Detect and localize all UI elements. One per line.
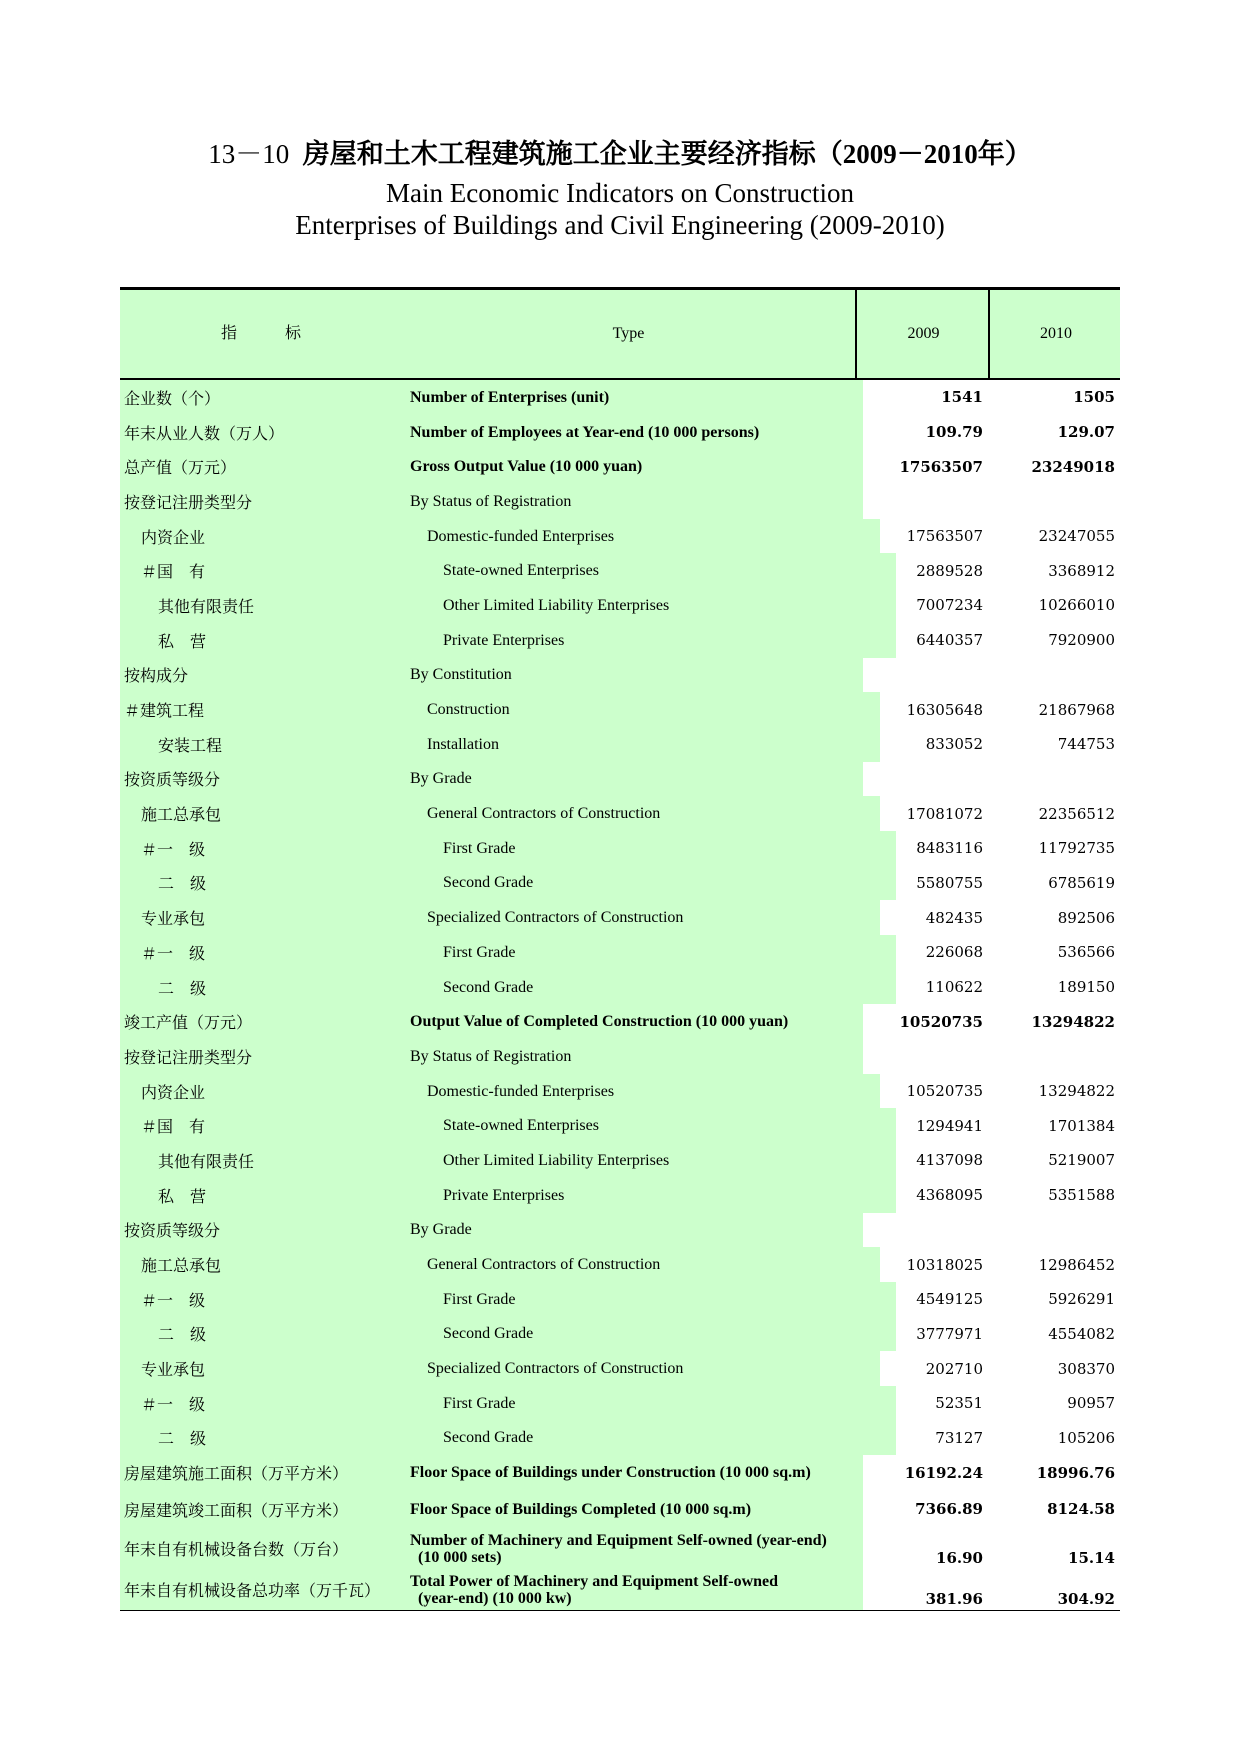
indicator-en: [402, 1386, 896, 1421]
page-title-cn: [0, 132, 1240, 171]
page-title-en-line1: Main Economic Indicators on Construction: [386, 178, 854, 208]
table-row: [120, 866, 1120, 901]
indicator-en: [402, 727, 880, 762]
value-2009: [855, 1039, 983, 1074]
indicator-en: [402, 553, 896, 588]
indicator-en: [402, 658, 863, 693]
table-row: [120, 380, 1120, 415]
indicator-en-text: Floor Space of Buildings Completed (10 000 sq.m): [410, 1500, 752, 1518]
indicator-en: [402, 762, 863, 797]
value-2009: 16192.24: [904, 1463, 983, 1482]
indicator-en-text: Specialized Contractors of Construction: [427, 909, 684, 927]
indicator-cn: 房屋建筑施工面积（万平方米）: [120, 1455, 406, 1490]
value-2010: 536566: [1057, 943, 1115, 962]
indicator-en: [402, 692, 880, 727]
value-2009: 52351: [935, 1394, 983, 1413]
indicator-en-text: By Status of Registration: [410, 492, 572, 510]
indicator-en-text: Private Enterprises: [443, 1186, 565, 1204]
table-row: [120, 1386, 1120, 1421]
indicator-en-text: By Constitution: [410, 666, 512, 684]
indicator-en-text: By Grade: [410, 1221, 472, 1239]
value-2009: 482435: [925, 908, 983, 927]
table-row: [120, 935, 1120, 970]
indicator-en: [402, 1351, 880, 1386]
indicator-en-text: Number of Enterprises (unit): [410, 388, 610, 406]
indicator-en-text: First Grade: [443, 1394, 516, 1412]
value-2010: 8124.58: [1047, 1500, 1115, 1518]
indicator-cn: 施工总承包: [120, 796, 423, 831]
indicator-cn: 其他有限责任: [120, 588, 440, 623]
indicator-en: [402, 588, 896, 623]
value-2010: 23249018: [1031, 457, 1115, 476]
value-2009: 5580755: [916, 873, 983, 892]
page-title-en-line2: Enterprises of Buildings and Civil Engineering (2009-2010): [295, 210, 945, 240]
value-2010: 90957: [1067, 1394, 1115, 1413]
indicator-en: [402, 1143, 896, 1178]
value-2010: [988, 658, 1115, 693]
indicator-en: [402, 1039, 863, 1074]
indicator-cn: 二 级: [120, 1317, 440, 1352]
indicator-cn: 总产值（万元）: [120, 449, 406, 484]
value-2009: 3777971: [916, 1324, 983, 1343]
table-row: [120, 1421, 1120, 1456]
value-2010: 308370: [1057, 1359, 1115, 1378]
indicator-en: [402, 380, 863, 415]
value-2010: 304.92: [1057, 1590, 1115, 1608]
indicator-cn: 房屋建筑竣工面积（万平方米）: [120, 1490, 406, 1528]
value-2010: 3368912: [1048, 561, 1115, 580]
indicator-en-text: Second Grade: [443, 874, 534, 892]
table-row: [120, 1143, 1120, 1178]
indicator-cn: 按登记注册类型分: [120, 1039, 406, 1074]
value-2009: 4368095: [916, 1186, 983, 1205]
indicator-en: [402, 415, 863, 450]
value-2009: 381.96: [925, 1590, 983, 1608]
indicator-cn: ＃一 级: [120, 1386, 423, 1421]
value-2010: 105206: [1057, 1428, 1115, 1447]
value-2010: 189150: [1057, 978, 1115, 997]
indicator-en-text: First Grade: [443, 943, 516, 961]
indicator-en: [402, 1074, 880, 1109]
value-2009: [855, 762, 983, 797]
table-number: 13－10: [208, 139, 290, 169]
indicator-en-text: Installation: [427, 735, 499, 753]
table-row: [120, 1074, 1120, 1109]
indicator-cn: 按构成分: [120, 658, 406, 693]
indicator-cn: 专业承包: [120, 900, 423, 935]
table-row: [120, 1351, 1120, 1386]
indicator-cn: ＃国 有: [120, 1108, 423, 1143]
value-2010: 22356512: [1038, 804, 1115, 823]
indicator-cn: 按登记注册类型分: [120, 484, 406, 519]
indicator-cn: 私 营: [120, 1178, 440, 1213]
value-2010: 23247055: [1038, 527, 1115, 546]
indicator-cn: 内资企业: [120, 519, 423, 554]
value-2009: 10318025: [906, 1255, 983, 1274]
indicator-en-text: Number of Machinery and Equipment Self-owned (year-end): [410, 1531, 827, 1549]
value-2009: [855, 658, 983, 693]
indicator-cn: 二 级: [120, 970, 440, 1005]
value-2009: 17081072: [906, 804, 983, 823]
header-indicator-cn: 指 标: [220, 325, 301, 342]
table-row: [120, 1455, 1120, 1490]
table-row: [120, 1213, 1120, 1248]
indicator-en-text: Gross Output Value (10 000 yuan): [410, 458, 643, 476]
value-2010: 21867968: [1038, 700, 1115, 719]
indicator-en-text: First Grade: [443, 839, 516, 857]
value-2010: 15.14: [1068, 1549, 1115, 1567]
value-2010: 5351588: [1048, 1186, 1115, 1205]
table-row: [120, 1004, 1120, 1039]
indicator-en: [402, 1282, 896, 1317]
value-2009: 7366.89: [915, 1500, 983, 1518]
table-bottom-rule: [120, 1610, 1120, 1611]
value-2009: 17563507: [899, 457, 983, 476]
header-2009: 2009: [855, 290, 990, 378]
indicator-cn: 企业数（个）: [120, 380, 406, 415]
value-2009: 7007234: [916, 596, 983, 615]
indicator-en-text: Domestic-funded Enterprises: [427, 1082, 615, 1100]
indicator-en: [402, 1004, 863, 1039]
value-2009: 1541: [941, 388, 983, 407]
indicator-en-text: Construction: [427, 701, 510, 719]
indicator-en: [402, 484, 863, 519]
value-2010: [988, 1213, 1115, 1248]
indicator-en: [402, 935, 896, 970]
indicator-en-text: Floor Space of Buildings under Construction (10 000 sq.m): [410, 1464, 811, 1482]
indicator-cn: 安装工程: [120, 727, 440, 762]
value-2009: 2889528: [916, 561, 983, 580]
indicator-cn: ＃一 级: [120, 935, 423, 970]
indicator-en: [402, 449, 863, 484]
table-row: [120, 1108, 1120, 1143]
value-2009: 16.90: [936, 1549, 983, 1567]
table-row: [120, 658, 1120, 693]
table-row: [120, 727, 1120, 762]
indicator-cn: ＃国 有: [120, 553, 423, 588]
value-2010: 1701384: [1048, 1116, 1115, 1135]
value-2010: [988, 1039, 1115, 1074]
table-body: [120, 380, 1120, 1610]
value-2009: 6440357: [916, 631, 983, 650]
value-2010: [988, 484, 1115, 519]
indicator-cn: 年末自有机械设备总功率（万千瓦）: [120, 1569, 406, 1610]
indicator-en: [402, 1108, 896, 1143]
table-row: [120, 1039, 1120, 1074]
indicator-en: [402, 519, 880, 554]
value-2010: 11792735: [1038, 839, 1115, 858]
indicator-en: [402, 1421, 896, 1456]
value-2009: 17563507: [906, 527, 983, 546]
indicator-cn: 专业承包: [120, 1351, 423, 1386]
table-row: [120, 484, 1120, 519]
header-2010: 2010: [988, 290, 1122, 378]
table-row: [120, 1569, 1120, 1610]
indicator-en: [402, 1317, 896, 1352]
value-2010: 5219007: [1048, 1151, 1115, 1170]
table-row: [120, 1528, 1120, 1569]
value-2009: 8483116: [916, 839, 983, 858]
indicator-cn: 二 级: [120, 866, 440, 901]
indicator-en: [402, 1490, 863, 1528]
indicator-en: [402, 1213, 863, 1248]
indicator-en-text: Other Limited Liability Enterprises: [443, 1151, 670, 1169]
indicator-en-text: State-owned Enterprises: [443, 562, 599, 580]
table-row: [120, 1178, 1120, 1213]
table-row: [120, 415, 1120, 450]
indicator-en: [402, 1455, 863, 1490]
value-2010: 7920900: [1048, 631, 1115, 650]
indicator-cn: 内资企业: [120, 1074, 423, 1109]
indicator-cn: 年末自有机械设备台数（万台）: [120, 1528, 406, 1569]
value-2009: 73127: [935, 1428, 983, 1447]
table-row: [120, 762, 1120, 797]
indicator-en-text: Domestic-funded Enterprises: [427, 527, 615, 545]
indicator-cn: ＃一 级: [120, 1282, 423, 1317]
table-row: [120, 970, 1120, 1005]
value-2009: 4137098: [916, 1151, 983, 1170]
indicator-en: [402, 866, 896, 901]
table-row: [120, 1282, 1120, 1317]
indicator-en-text: Specialized Contractors of Construction: [427, 1360, 684, 1378]
indicator-en-text: Number of Employees at Year-end (10 000 persons): [410, 423, 760, 441]
value-2010: 13294822: [1038, 1082, 1115, 1101]
indicator-cn: 年末从业人数（万人）: [120, 415, 406, 450]
indicator-en: [402, 1178, 896, 1213]
indicator-cn: ＃一 级: [120, 831, 423, 866]
table-row: [120, 1317, 1120, 1352]
value-2010: 4554082: [1048, 1324, 1115, 1343]
indicator-en: [402, 1247, 880, 1282]
value-2009: 4549125: [916, 1290, 983, 1309]
indicator-en-text: First Grade: [443, 1290, 516, 1308]
indicator-en-text: Total Power of Machinery and Equipment Self-owned: [410, 1572, 779, 1590]
table-row: [120, 796, 1120, 831]
table-row: [120, 831, 1120, 866]
indicator-en: [402, 1569, 863, 1610]
indicator-en: [402, 970, 896, 1005]
indicator-en-text: Private Enterprises: [443, 631, 565, 649]
table-row: [120, 553, 1120, 588]
table-row: [120, 1247, 1120, 1282]
indicator-cn: 二 级: [120, 1421, 440, 1456]
indicator-en-text: General Contractors of Construction: [427, 805, 661, 823]
indicator-en-text: By Status of Registration: [410, 1047, 572, 1065]
value-2010: 10266010: [1038, 596, 1115, 615]
table-row: [120, 623, 1120, 658]
title-cn-text: 房屋和土木工程建筑施工企业主要经济指标（2009－2010年）: [302, 139, 1032, 169]
table-row: [120, 588, 1120, 623]
value-2009: [855, 1213, 983, 1248]
indicator-en-text: By Grade: [410, 770, 472, 788]
value-2009: 1294941: [916, 1116, 983, 1135]
indicator-en: [402, 796, 880, 831]
table-header: [120, 287, 1120, 380]
indicator-en: [402, 1528, 863, 1569]
indicator-en: [402, 623, 896, 658]
value-2009: 226068: [925, 943, 983, 962]
indicator-en-text: Second Grade: [443, 978, 534, 996]
value-2010: 892506: [1057, 908, 1115, 927]
table-row: [120, 519, 1120, 554]
value-2010: 6785619: [1048, 873, 1115, 892]
indicator-cn: ＃建筑工程: [120, 692, 406, 727]
indicator-table: [120, 287, 1120, 1611]
indicator-en-text: Output Value of Completed Construction (10 000 yuan): [410, 1013, 789, 1031]
table-row: [120, 900, 1120, 935]
value-2009: 833052: [925, 735, 983, 754]
indicator-en: [402, 831, 896, 866]
indicator-en-text: Second Grade: [443, 1429, 534, 1447]
indicator-en-text: Other Limited Liability Enterprises: [443, 596, 670, 614]
value-2009: 110622: [925, 978, 983, 997]
indicator-cn: 按资质等级分: [120, 762, 406, 797]
indicator-en-text-cont: (10 000 sets): [418, 1548, 502, 1566]
indicator-cn: 其他有限责任: [120, 1143, 440, 1178]
table-row: [120, 692, 1120, 727]
value-2009: 10520735: [906, 1082, 983, 1101]
indicator-en-text-cont: (year-end) (10 000 kw): [418, 1589, 572, 1607]
value-2010: [988, 762, 1115, 797]
indicator-cn: 私 营: [120, 623, 440, 658]
value-2010: 744753: [1057, 735, 1115, 754]
value-2010: 5926291: [1048, 1290, 1115, 1309]
indicator-en: [402, 900, 880, 935]
value-2009: 109.79: [925, 423, 983, 442]
value-2010: 13294822: [1031, 1012, 1115, 1031]
value-2010: 129.07: [1057, 423, 1115, 442]
value-2009: 202710: [925, 1359, 983, 1378]
indicator-en-text: General Contractors of Construction: [427, 1256, 661, 1274]
value-2009: 10520735: [899, 1012, 983, 1031]
indicator-cn: 按资质等级分: [120, 1213, 406, 1248]
indicator-cn: 竣工产值（万元）: [120, 1004, 406, 1039]
table-row: [120, 1490, 1120, 1528]
header-type: Type: [612, 325, 645, 342]
value-2010: 18996.76: [1036, 1463, 1115, 1482]
table-row: [120, 449, 1120, 484]
value-2009: [855, 484, 983, 519]
indicator-en-text: State-owned Enterprises: [443, 1117, 599, 1135]
indicator-cn: 施工总承包: [120, 1247, 423, 1282]
value-2009: 16305648: [906, 700, 983, 719]
value-2010: 1505: [1073, 388, 1115, 407]
value-2010: 12986452: [1038, 1255, 1115, 1274]
indicator-en-text: Second Grade: [443, 1325, 534, 1343]
